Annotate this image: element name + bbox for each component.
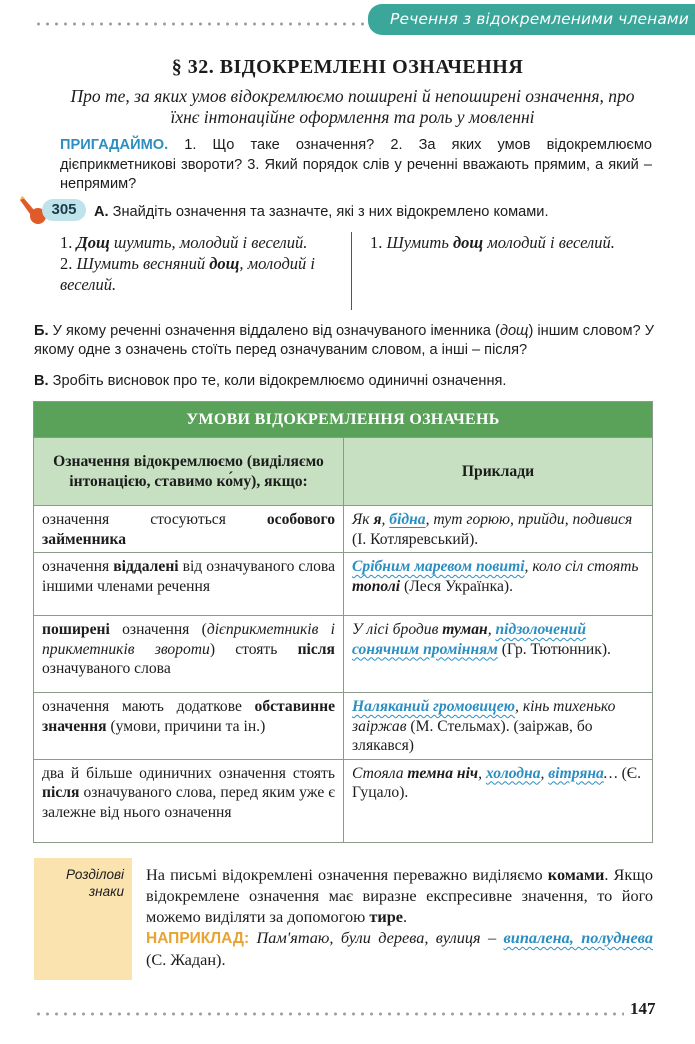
sentence-left-1: 1. Дощ шумить, молодий і веселий. [60, 233, 308, 252]
running-title: Речення з відокремленими членами [368, 4, 695, 35]
header-dots [34, 22, 364, 26]
section-intro: Про те, за яких умов відокремлюємо поширені й непоширені означення, про їхнє інтонаційне оформлення та роль у мовленні [70, 86, 635, 127]
exercise-task-a [94, 204, 549, 220]
exercise-badge [18, 192, 84, 226]
table-caption: УМОВИ ВІДОКРЕМЛЕННЯ ОЗНАЧЕНЬ [34, 402, 653, 438]
exercise-task-c: В. Зробіть висновок про те, коли відокремлюємо одиничні означення. [34, 373, 507, 389]
exercise-number: 305 [42, 199, 86, 221]
column-divider [351, 232, 352, 310]
sentences-left [60, 232, 340, 295]
section-title: § 32. ВІДОКРЕМЛЕНІ ОЗНАЧЕННЯ [171, 56, 524, 78]
punctuation-label: Розділові знаки [34, 858, 132, 980]
sentence-left-2: 2. Шумить весняний дощ, молодий і веселий. [60, 254, 316, 294]
table-header-examples: Приклади [344, 438, 653, 506]
example-label: НАПРИКЛАД: [146, 930, 250, 947]
task-a-text: Знайдіть означення та зазначте, які з них відокремлено комами. [108, 204, 549, 220]
table-row: означення віддалені від означуваного слова іншими членами речення Срібним маревом повиті, коло сіл стоять тополі (Леся Українка). [34, 553, 653, 616]
conditions-table [33, 401, 653, 843]
exercise-task-b: Б. У якому реченні означення віддалено від означуваного іменника (дощ) іншим словом? У якому одне з означень стоїть перед означуваним словом, а інші – після? [34, 323, 654, 358]
table-header-conditions: Означення відокремлюємо (виділяємо інтонацією, ставимо ко́му), якщо: [34, 438, 344, 506]
page-number: 147 [630, 999, 656, 1018]
punctuation-text: На письмі відокремлені означення переважно виділяємо комами. Якщо відокремлене означення має виразне експресивне значення, то його можемо виділяти за допомогою тире. НАПРИКЛАД: Пам'ятаю, були дерева, вулиця – випалена, полуднева (С. Жадан). [146, 865, 653, 969]
task-a-letter: А. [94, 204, 109, 220]
sentence-right-1: 1. Шумить дощ молодий і веселий. [370, 233, 615, 252]
table-row: означення стосуються особового займенника Як я, бідна, тут горюю, прийди, подивися (І. Котляревський). [34, 506, 653, 553]
remember-block [60, 136, 652, 195]
table-row: поширені означення (дієприкметників і прикметників звороти) стоять після означуваного слова У лісі бродив туман, підзолочений сонячним промінням (Гр. Тютюнник). [34, 616, 653, 693]
sentences-right [370, 232, 660, 253]
remember-text: 1. Що таке означення? 2. За яких умов відокремлюємо дієприкметникові звороти? 3. Який порядок слів у реченні вважають прямим, а який – непрямим? [60, 137, 652, 192]
remember-keyword: ПРИГАДАЙМО. [60, 137, 169, 153]
table-row: два й більше одиничних означення стоять після означуваного слова, перед яким уже є залежне від нього означення Стояла темна ніч, холодна, вітряна… (Є. Гуцало). [34, 759, 653, 842]
table-row: означення мають додаткове обставинне значення (умови, причини та ін.) Наляканий громовицею, кінь тихенько заіржав (М. Стельмах). (заіржав, бо злякався) [34, 693, 653, 760]
footer-dots [34, 1012, 624, 1016]
